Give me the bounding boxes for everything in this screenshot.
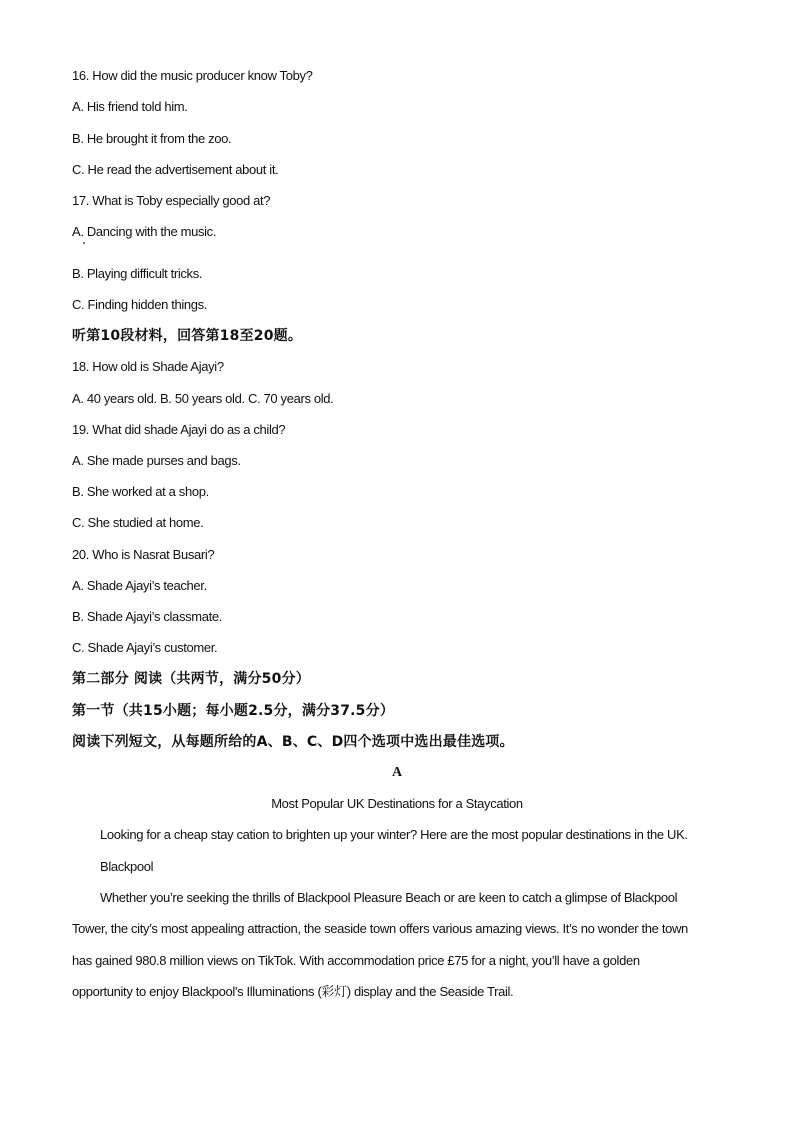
question-17-option-c: C. Finding hidden things.: [72, 297, 208, 312]
reading-instruction: 阅读下列短文，从每题所给的A、B、C、D四个选项中选出最佳选项。: [72, 734, 514, 750]
passage-intro: Looking for a cheap stay cation to brighten up your winter? Here are the most popular destinations in the UK.: [100, 827, 688, 842]
question-16-stem: 16. How did the music producer know Toby?: [72, 68, 313, 83]
question-20-stem: 20. Who is Nasrat Busari?: [72, 547, 215, 562]
question-19-option-a: A. She made purses and bags.: [72, 453, 241, 468]
question-20-option-b: B. Shade Ajayi’s classmate.: [72, 609, 223, 624]
part-two-heading: 第二部分 阅读（共两节，满分50分）: [72, 671, 310, 687]
question-19-option-c: C. She studied at home.: [72, 515, 204, 530]
passage-body-line-2: Tower, the city’s most appealing attraction, the seaside town offers various amazing views. It’s no wonder the town: [72, 921, 688, 936]
section-one-heading: 第一节（共15小题；每小题2.5分，满分37.5分）: [72, 703, 395, 719]
passage-body-line-3: has gained 980.8 million views on TikTok. With accommodation price £75 for a night, you’ll have a golden: [72, 953, 640, 968]
question-19-option-b: B. She worked at a shop.: [72, 484, 209, 499]
question-18-options: A. 40 years old. B. 50 years old. C. 70 years old.: [72, 391, 334, 406]
passage-body-line-4: opportunity to enjoy Blackpool's Illuminations (彩灯) display and the Seaside Trail.: [72, 984, 514, 999]
stray-dot-mark: [83, 242, 85, 244]
passage-title: Most Popular UK Destinations for a Staycation: [271, 796, 523, 811]
question-19-stem: 19. What did shade Ajayi do as a child?: [72, 422, 286, 437]
question-18-stem: 18. How old is Shade Ajayi?: [72, 359, 224, 374]
question-20-option-a: A. Shade Ajayi’s teacher.: [72, 578, 207, 593]
question-16-option-a: A. His friend told him.: [72, 99, 188, 114]
section-10-instruction: 听第10段材料，回答第18至20题。: [72, 328, 303, 344]
question-17-stem: 17. What is Toby especially good at?: [72, 193, 271, 208]
question-17-option-a: A. Dancing with the music.: [72, 224, 217, 239]
passage-subheading: Blackpool: [100, 859, 154, 874]
passage-body-line-1: Whether you’re seeking the thrills of Blackpool Pleasure Beach or are keen to catch a glimpse of Blackpool: [100, 890, 678, 905]
question-20-option-c: C. Shade Ajayi’s customer.: [72, 640, 218, 655]
question-16-option-c: C. He read the advertisement about it.: [72, 162, 279, 177]
passage-letter: A: [391, 765, 403, 780]
question-16-option-b: B. He brought it from the zoo.: [72, 131, 232, 146]
question-17-option-b: B. Playing difficult tricks.: [72, 266, 203, 281]
